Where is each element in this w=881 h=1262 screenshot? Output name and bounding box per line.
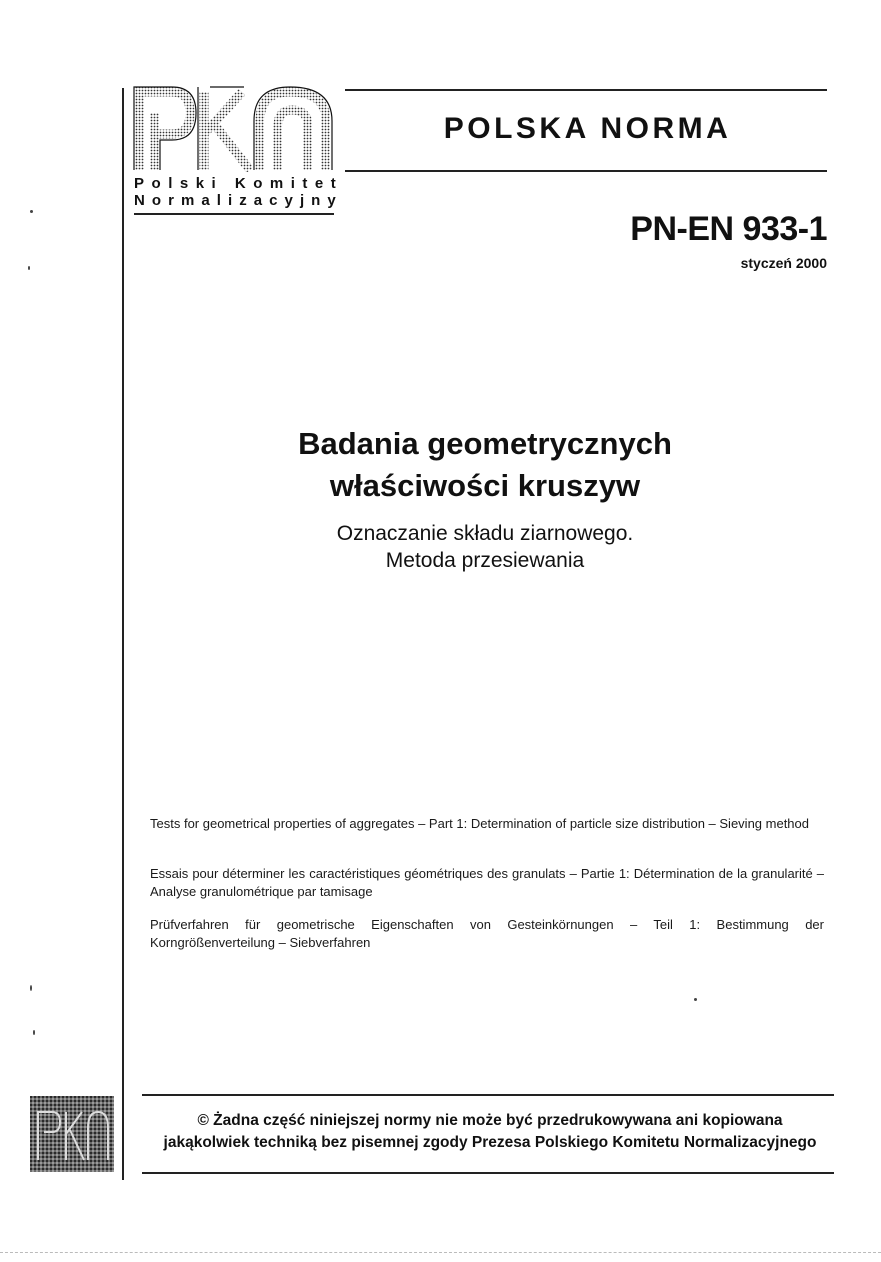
- org-name-letter: i: [211, 175, 216, 192]
- scan-speck: [28, 266, 30, 270]
- org-name-letter: o: [151, 192, 162, 209]
- org-name-letter: o: [253, 175, 263, 192]
- copyright-notice: [145, 1110, 835, 1154]
- org-name-letter: r: [168, 192, 175, 209]
- org-name-letter: z: [239, 192, 247, 209]
- org-name-letter: s: [179, 175, 189, 192]
- org-name-line2: [134, 192, 336, 209]
- org-name-letter: n: [311, 192, 321, 209]
- org-name-underline: [134, 213, 334, 215]
- standard-date: styczeń 2000: [740, 255, 827, 271]
- org-name-letter: m: [269, 175, 284, 192]
- org-name-letter: m: [181, 192, 195, 209]
- org-name-letter: l: [216, 192, 222, 209]
- org-name-line1: [134, 175, 336, 192]
- standard-number: PN-EN 933-1: [630, 210, 827, 248]
- org-name-letter: j: [299, 192, 305, 209]
- org-name-letter: k: [195, 175, 205, 192]
- copyright-line2: jakąkolwiek techniką bez pisemnej zgody Prezesa Polskiego Komitetu Normalizacyjnego: [163, 1134, 817, 1151]
- org-name-letter: t: [302, 175, 308, 192]
- org-name-letter: K: [234, 175, 246, 192]
- title-english: Tests for geometrical properties of aggregates – Part 1: Determination of particle size distribution – Sieving method: [150, 816, 810, 831]
- document-subtitle-line2: Metoda przesiewania: [385, 549, 585, 572]
- title-german: Prüfverfahren für geometrische Eigenschaften von Gesteinkörnungen – Teil 1: Bestimmung der Korngrößenverteilung – Siebverfahren: [150, 917, 824, 950]
- document-title-line1: Badania geometrycznych: [298, 426, 672, 461]
- org-name-letter: i: [228, 192, 233, 209]
- scan-speck: [694, 998, 697, 1001]
- org-name-letter: N: [134, 192, 146, 209]
- norm-type-title: POLSKA NORMA: [443, 112, 732, 145]
- org-name-letter: [223, 175, 227, 192]
- org-name-letter: i: [290, 175, 296, 192]
- pkn-watermark-logo: [30, 1096, 114, 1172]
- org-name-letter: a: [253, 192, 263, 209]
- org-name-letter: c: [269, 192, 278, 209]
- scan-speck: [30, 985, 32, 991]
- org-name-letter: e: [314, 175, 324, 192]
- footer-bottom-rule: [142, 1172, 834, 1174]
- scan-edge: [0, 1252, 881, 1253]
- pkn-logo: [132, 86, 335, 172]
- left-margin-rule: [122, 88, 124, 1180]
- footer-top-rule: [142, 1094, 834, 1096]
- scan-speck: [30, 210, 33, 213]
- org-name-letter: l: [168, 175, 173, 192]
- copyright-line1: © Żadna część niniejszej normy nie może być przedrukowywana ani kopiowana: [197, 1112, 783, 1129]
- document-subtitle-line1: Oznaczanie składu ziarnowego.: [336, 522, 634, 545]
- document-title-line2: właściwości kruszyw: [329, 468, 641, 503]
- title-french: Essais pour déterminer les caractéristiques géométriques des granulats – Partie 1: Détermination de la granularité – Analyse granulométrique par tamisage: [150, 866, 824, 899]
- org-name-letter: o: [151, 175, 161, 192]
- header-top-rule: [345, 89, 827, 91]
- org-name-letter: t: [330, 175, 336, 192]
- org-name-letter: y: [327, 192, 336, 209]
- org-name-letter: a: [201, 192, 210, 209]
- header-bottom-rule: [345, 170, 827, 172]
- org-name-letter: y: [284, 192, 294, 209]
- scan-speck: [33, 1030, 35, 1035]
- org-name-letter: P: [134, 175, 145, 192]
